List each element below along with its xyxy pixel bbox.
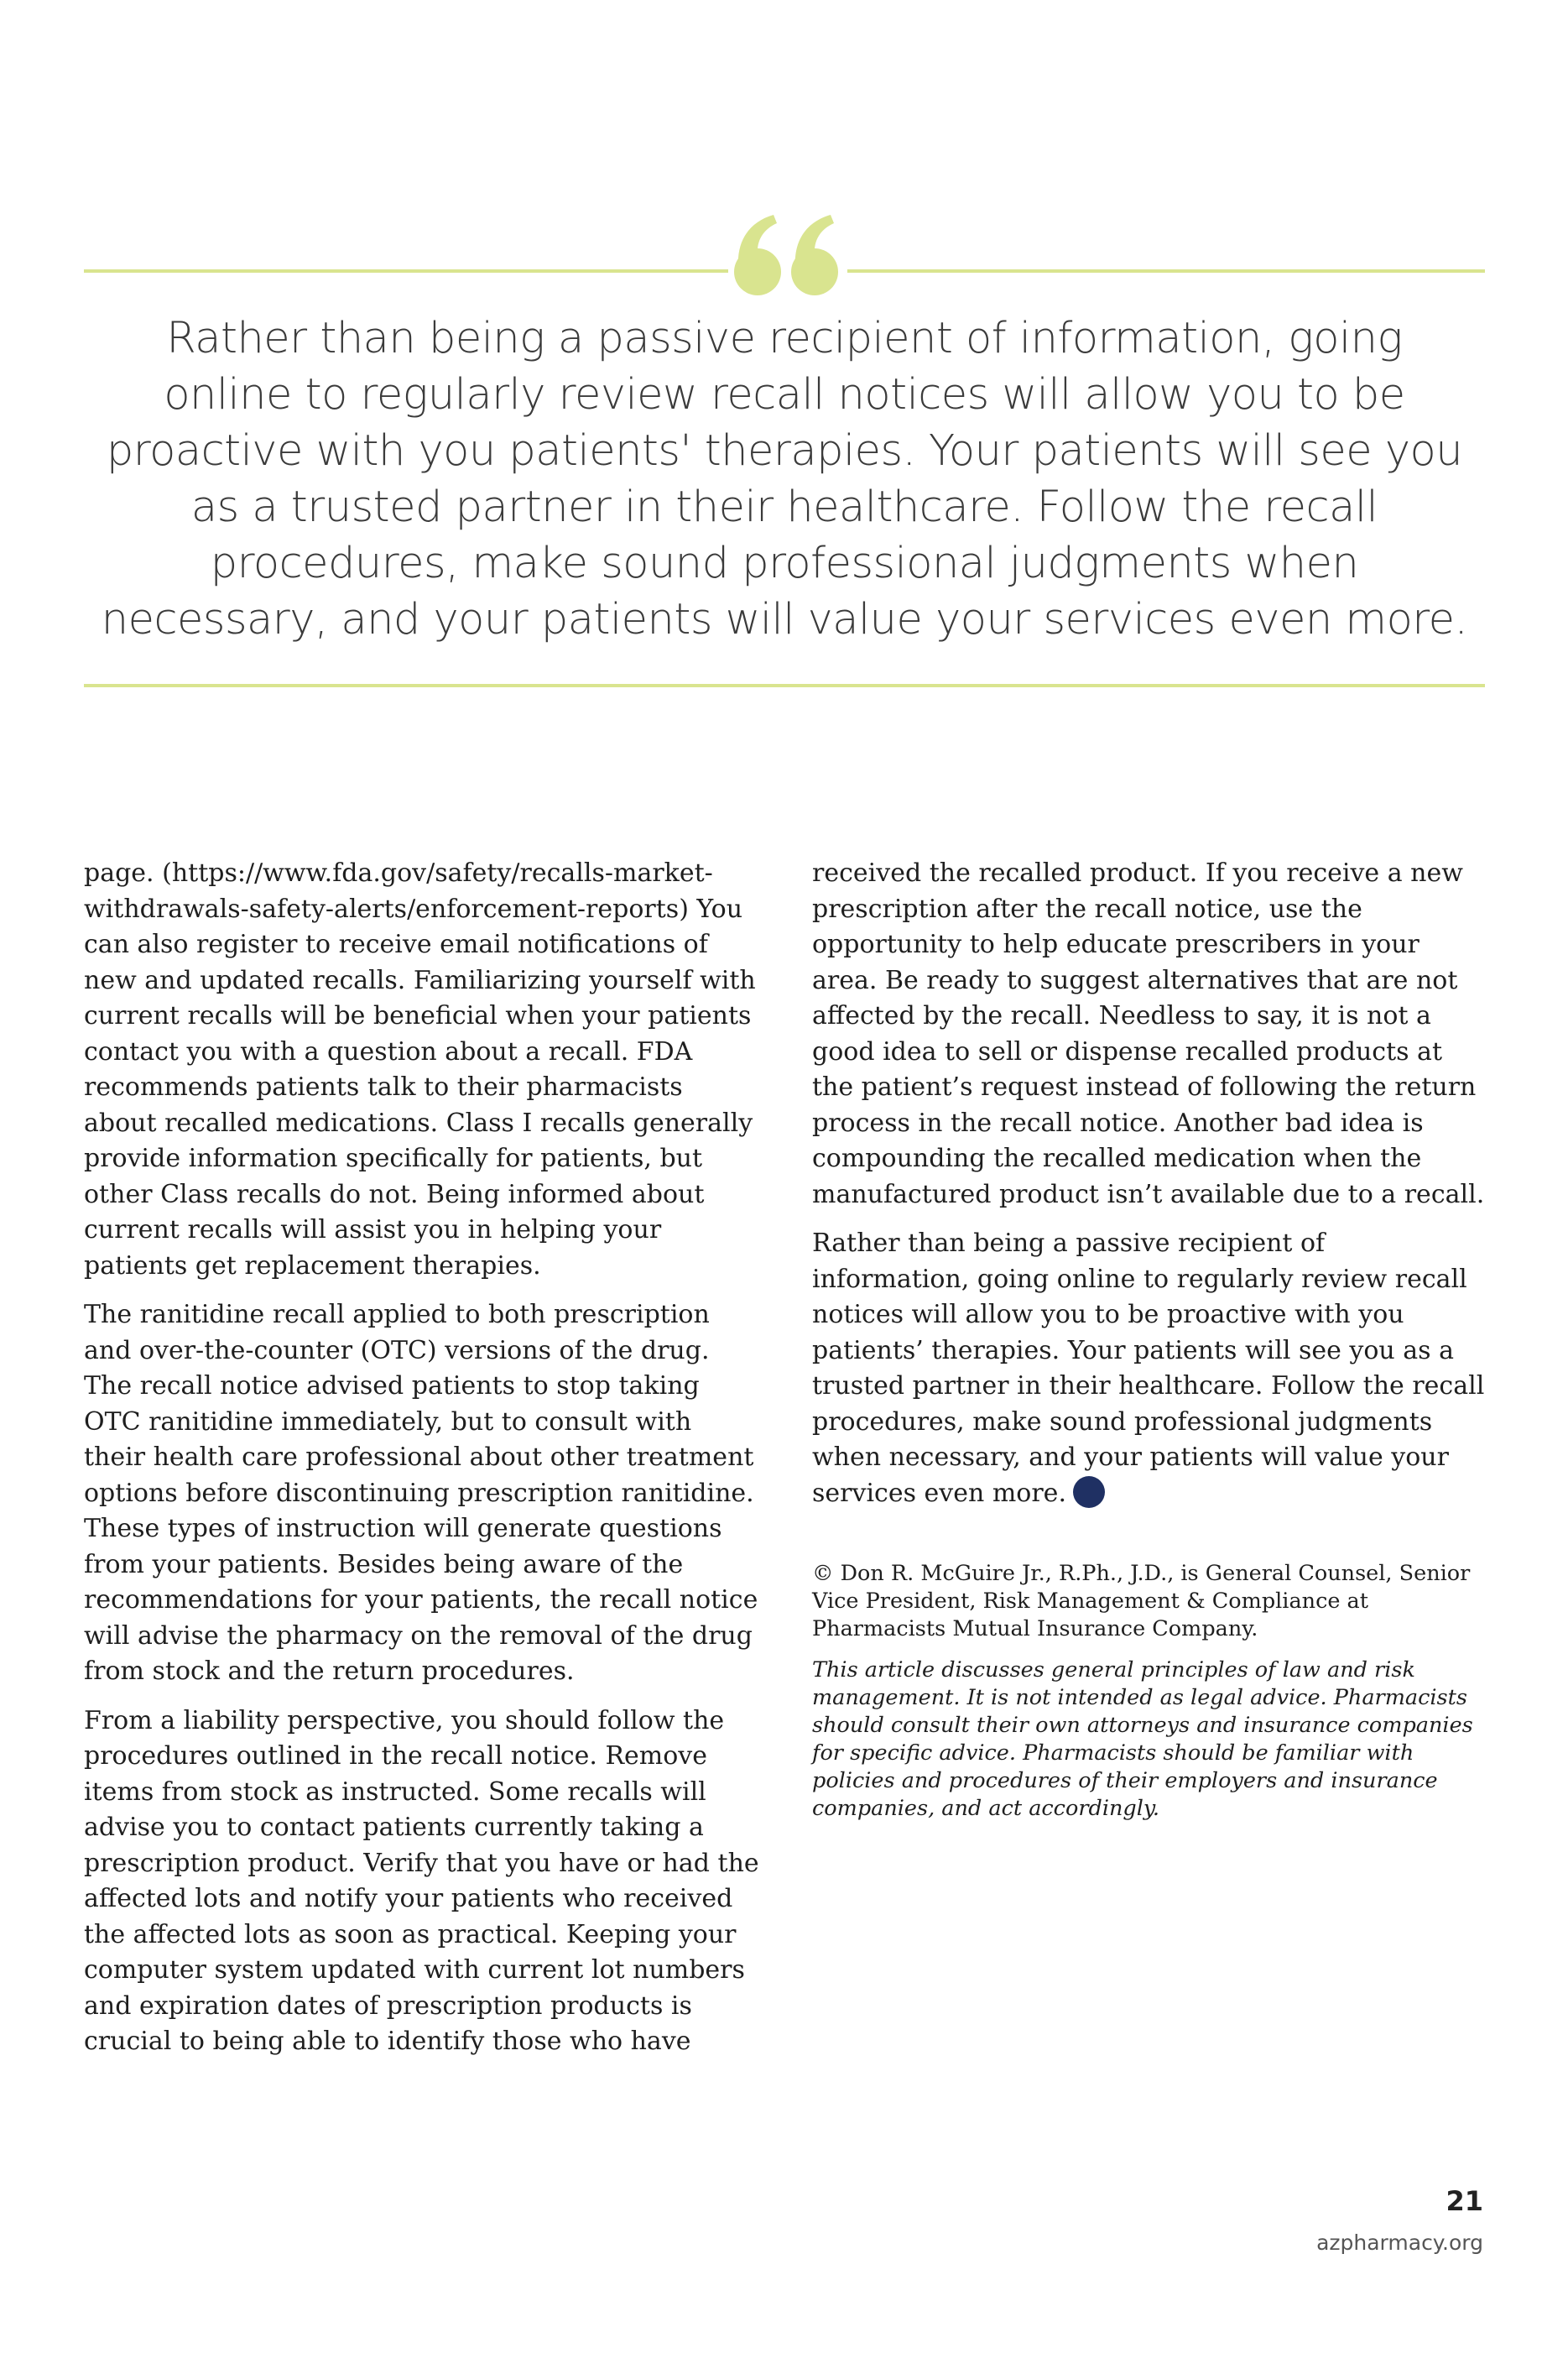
body-paragraph: received the recalled product. If you receive a new prescription after the recall notice, use the opportunity to help educate prescribers in your area. Be ready to suggest alternatives that are not affected by the recall. Needless to say, it is not a good idea to sell or dispense recalled products at the patient’s request instead of following the return process in the recall notice. Another bad idea is compounding the recalled medication when the manufactured product isn’t available due to a recall.	[812, 858, 1485, 1209]
quote-mark-icon	[728, 210, 847, 302]
body-paragraph: page. (https://www.fda.gov/safety/recalls-market-withdrawals-safety-alerts/enforcement-reports) You can also register to receive email notifications of new and updated recalls. Familiarizing yourself with current recalls will be beneficial when your patients contact you with a question about a recall. FDA recommends patients talk to their pharmacists about recalled medications. Class I recalls generally provide information specifically for patients, but other Class recalls do not. Being informed about current recalls will assist you in helping your patients get replacement therapies.	[84, 858, 756, 1281]
end-of-article-icon	[1073, 1476, 1105, 1508]
right-column	[812, 856, 1487, 1836]
page-number: 21	[1446, 2185, 1483, 2217]
pull-quote-text: Rather than being a passive recipient of information, going online to regularly review recall notices will allow you to be proactive with you patients' therapies. Your patients will see you as a trusted partner in their healthcare. Follow the recall procedures, make sound professional judgments when necessary, and your patients will value your services even more.	[101, 314, 1468, 644]
body-paragraph: The ranitidine recall applied to both prescription and over-the-counter (OTC) versions of the drug. The recall notice advised patients to stop taking OTC ranitidine immediately, but to consult with their health care professional about other treatment options before discontinuing prescription ranitidine. These types of instruction will generate questions from your patients. Besides being aware of the recommendations for your patients, the recall notice will advise the pharmacy on the removal of the drug from stock and the return procedures.	[84, 1300, 758, 1686]
body-paragraph: From a liability perspective, you should follow the procedures outlined in the recall notice. Remove items from stock as instructed. Some recalls will advise you to contact patients currently taking a prescription product. Verify that you have or had the affected lots and notify your patients who received the affected lots as soon as practical. Keeping your computer system updated with current lot numbers and expiration dates of prescription products is crucial to being able to identify those who have	[84, 1705, 759, 2056]
left-column	[84, 856, 759, 2074]
closing-paragraph-text: Rather than being a passive recipient of information, going online to regularly review recall notices will allow you to be proactive with you patients’ therapies. Your patients will see you as a trusted partner in their healthcare. Follow the recall procedures, make sound professional judgments when necessary, and your patients will value your services even more.	[812, 1229, 1485, 1508]
legal-disclaimer: This article discusses general principles of law and risk management. It is not intended as legal advice. Pharmacists should consult their own attorneys and insurance companies for specific advice. Pharmacists should be familiar with policies and procedures of their employers and insurance companies, and act accordingly.	[812, 1657, 1473, 1821]
closing-paragraph	[812, 1226, 1487, 1511]
pull-quote-bottom-rule	[84, 684, 1485, 687]
site-url: azpharmacy.org	[1316, 2230, 1483, 2255]
author-bio: © Don R. McGuire Jr., R.Ph., J.D., is General Counsel, Senior Vice President, Risk Management & Compliance at Pharmacists Mutual Insurance Company.	[812, 1561, 1471, 1641]
